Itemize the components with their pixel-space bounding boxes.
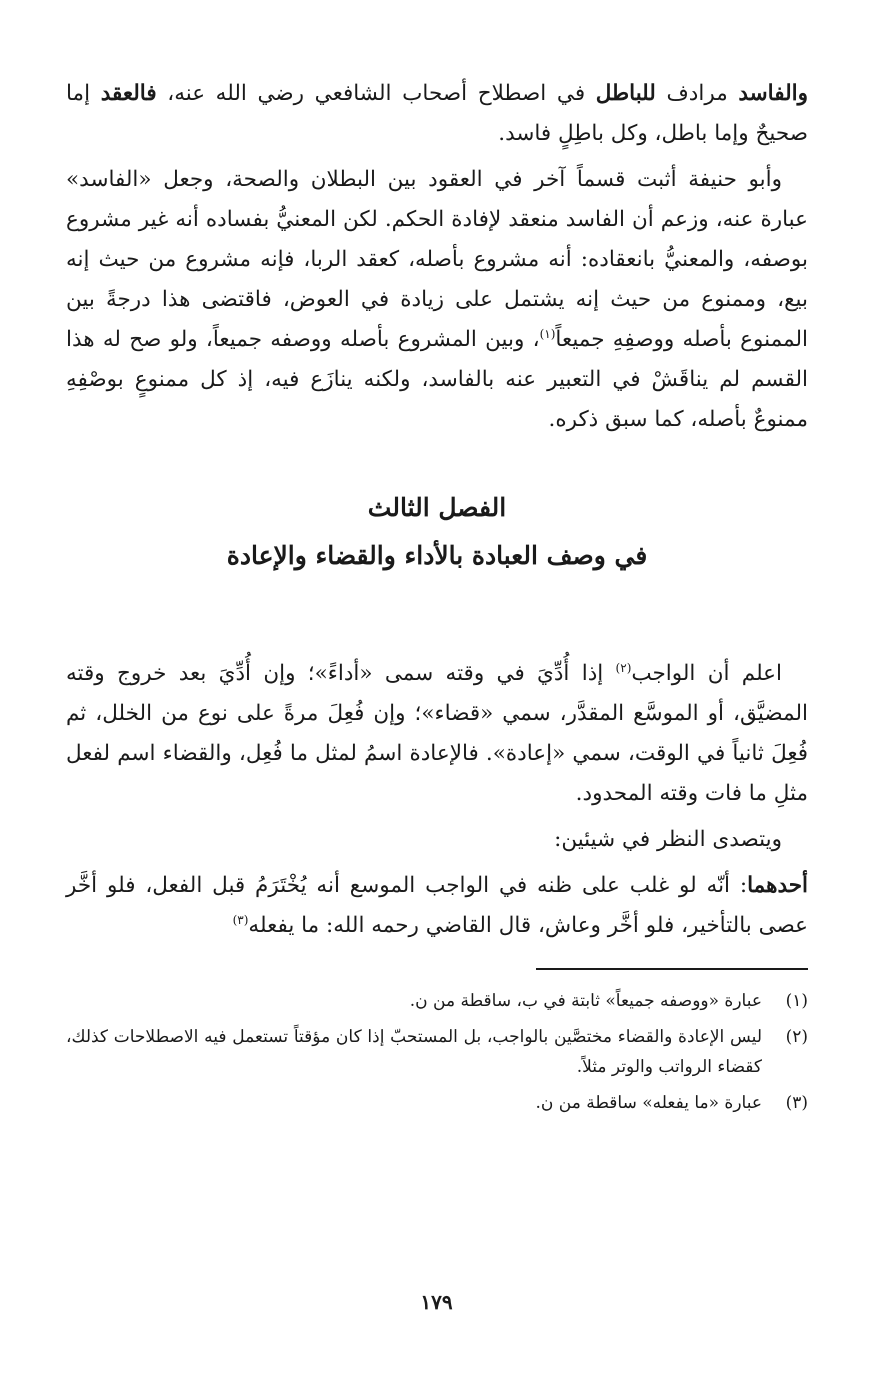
footnote-ref-1[interactable]: (١) [539,326,556,341]
footnote-text: عبارة «ما يفعله» ساقطة من ن. [535,1093,762,1113]
paragraph-text: في اصطلاح أصحاب الشافعي رضي الله عنه، [156,81,596,106]
paragraph-first-issue [66,866,808,946]
chapter-body [66,654,808,946]
footnote-number: (١) [785,991,808,1011]
paragraph-text: إذا أُدِّيَ في وقته سمى «أداءً»؛ وإن أُدِّيَ بعد خروج وقته المضيَّق، أو الموسَّع المقدَّر، سمي «قضاء»؛ وإن فُعِلَ مرةً على نوع من الخلل، ثم فُعِلَ ثانياً في الوقت، سمي «إعادة». فالإعادة اسمُ لمثل ما فُعِل، والقضاء اسم لفعل مثلِ ما فات وقته المحدود. [66,661,808,806]
paragraph-text: وأبو حنيفة أثبت قسماً آخر في العقود بين البطلان والصحة، وجعل «الفاسد» عبارة عنه، وزعم أن الفاسد منعقد لإفادة الحكم. لكن المعنيُّ بفساده أنه غير مشروع بوصفه، والمعنيُّ بانعقاده: أنه مشروع بأصله، كعقد الربا، فإنه مشروع من حيث إنه بيع، وممنوع من حيث إنه يشتمل على زيادة في العوض، فاقتضى هذا درجةً بين الممنوع بأصله ووصفِهِ جميعاً [66,167,808,352]
paragraph-abu-hanifa [66,160,808,440]
footnote-ref-3[interactable]: (٣) [232,912,249,927]
footnote-item [66,1088,808,1118]
footnote-text: عبارة «ووصفه جميعاً» ثابتة في ب، ساقطة من ن. [409,991,762,1011]
footnote-item [66,1022,808,1082]
paragraph-two-issues: ويتصدى النظر في شيئين: [554,827,782,852]
paragraph-text: : أنّه لو غلب على ظنه في الواجب الموسع أنه يُخْتَرَمُ قبل الفعل، فلو أخَّر عصى بالتأخير، فلو أخَّر وعاش، قال القاضي رحمه الله: ما يفعله [66,873,808,938]
paragraph-ada-qada-iada [66,654,808,814]
footnote-number: (٣) [785,1093,808,1113]
term-ahaduhuma: أحدهما [747,873,808,898]
paragraph-text: اعلم أن الواجب [631,661,782,686]
footnotes [66,986,808,1118]
footnote-text: ليس الإعادة والقضاء مختصَّين بالواجب، بل المستحبّ إذا كان مؤقتاً تستعمل فيه الاصطلاحات كذلك، كقضاء الرواتب والوتر مثلاً. [66,1027,762,1077]
footnote-number: (٢) [785,1027,808,1047]
term-batil: للباطل [595,81,656,106]
chapter-subtitle: في وصف العبادة بالأداء والقضاء والإعادة [226,541,648,570]
page-body [66,74,808,1124]
footnote-divider [536,968,808,970]
chapter-title: الفصل الثالث [367,493,507,522]
paragraph-text: ، وبين المشروع بأصله ووصفه جميعاً، ولو صح له هذا القسم لم يناقَشْ في التعبير عنه بالفاسد، ولكنه ينازَع فيه، إذ كل ممنوعٍ بوصْفِهِ ممنوعٌ بأصله، كما سبق ذكره. [66,327,808,432]
page-number: ١٧٩ [420,1290,453,1314]
paragraph-text: إما صحيحٌ وإما باطل، وكل باطِلٍ فاسد. [66,81,808,146]
paragraph-text: مرادف [655,81,739,106]
term-aqd: فالعقد [100,81,157,106]
paragraph-fasid-definition [66,74,808,154]
footnote-item [66,986,808,1016]
footnote-ref-2[interactable]: (٢) [615,660,632,675]
term-fasid: والفاسد [738,81,808,106]
